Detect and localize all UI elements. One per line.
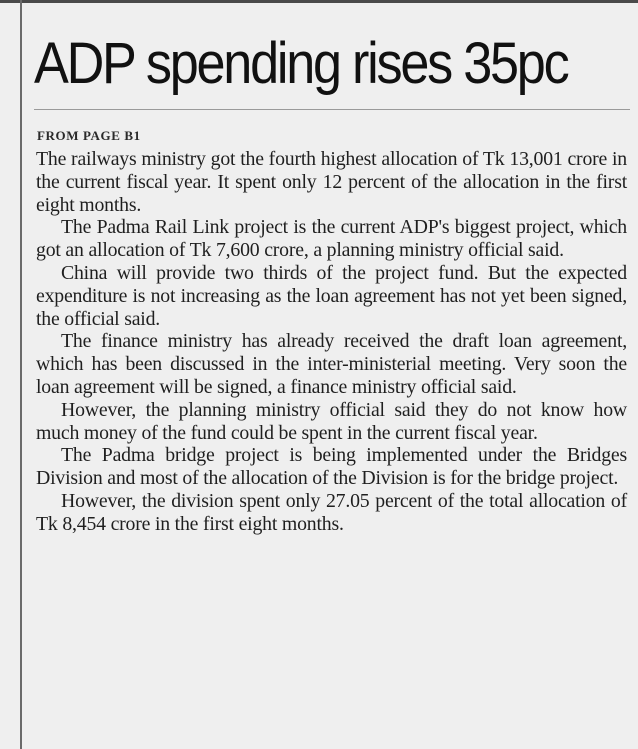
article-paragraph-6: The Padma bridge project is being implemented under the Bridges Division and most of the allocation of the Division is for the bridge project. [36,444,627,490]
article-headline: ADP spending rises 35pc [34,31,568,96]
continuation-kicker: FROM PAGE B1 [37,128,141,143]
headline-divider [34,109,630,110]
article-paragraph-5: However, the planning ministry official said they do not know how much money of the fund could be spent in the current fiscal year. [36,398,627,444]
article-paragraph-7: However, the division spent only 27.05 percent of the total allocation of Tk 8,454 crore in the first eight months. [36,489,627,535]
column-left-rule [20,0,22,749]
top-border-rule [0,0,638,3]
article-paragraph-2: The Padma Rail Link project is the current ADP's biggest project, which got an allocation of Tk 7,600 crore, a planning ministry official said. [36,216,627,262]
article-body [36,148,627,536]
article-paragraph-1: The railways ministry got the fourth highest allocation of Tk 13,001 crore in the current fiscal year. It spent only 12 percent of the allocation in the first eight months. [36,148,627,216]
article-paragraph-3: China will provide two thirds of the project fund. But the expected expenditure is not increasing as the loan agreement has not yet been signed, the official said. [36,261,627,330]
article-paragraph-4: The finance ministry has already received the draft loan agreement, which has been discussed in the inter-ministerial meeting. Very soon the loan agreement will be signed, a finance ministry official said. [36,330,627,398]
